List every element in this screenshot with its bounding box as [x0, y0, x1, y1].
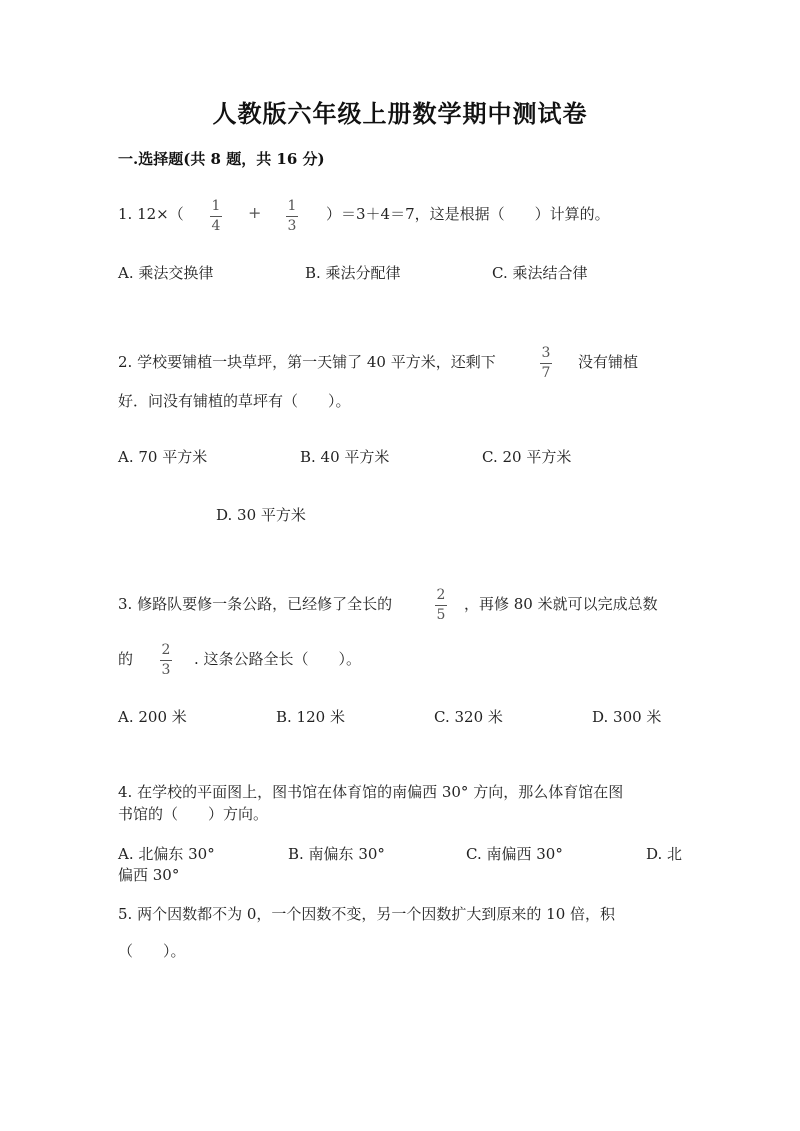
q1-prefix: 1. 12×（: [118, 205, 184, 223]
q3-line1: 3. 修路队要修一条公路，已经修了全长的: [118, 595, 393, 613]
fraction-bar: [540, 363, 552, 364]
q4-option-d-wrap[interactable]: 偏西 30°: [118, 866, 180, 884]
q1-frac2-den: 3: [287, 218, 297, 234]
q2-frac-num: 3: [541, 345, 551, 361]
q1-fraction-2: [284, 199, 300, 235]
q3-line2-head: 的: [118, 650, 134, 668]
q2-line2: 好．问没有铺植的草坪有（ ）。: [118, 392, 351, 410]
q2-line1-tail: 没有铺植: [578, 353, 639, 371]
fraction-bar: [286, 216, 298, 217]
q2-option-a[interactable]: A. 70 平方米: [118, 448, 208, 466]
q1-option-b[interactable]: B. 乘法分配律: [305, 264, 401, 282]
q4-option-b[interactable]: B. 南偏东 30°: [288, 845, 385, 863]
q4-option-d[interactable]: D. 北: [646, 845, 683, 863]
q2-line1: 2. 学校要铺植一块草坪，第一天铺了 40 平方米，还剩下: [118, 353, 496, 371]
fraction-bar: [435, 605, 447, 606]
q2-option-d[interactable]: D. 30 平方米: [216, 506, 306, 524]
q2-fraction: [538, 346, 554, 382]
q1-suffix: ）＝3＋4＝7，这是根据（ ）计算的。: [326, 205, 610, 223]
q4-option-c[interactable]: C. 南偏西 30°: [466, 845, 563, 863]
q3-option-c[interactable]: C. 320 米: [434, 708, 503, 726]
q2-option-c[interactable]: C. 20 平方米: [482, 448, 572, 466]
q3-frac1-den: 5: [436, 607, 446, 623]
q3-option-d[interactable]: D. 300 米: [592, 708, 662, 726]
q1-fraction-1: [208, 199, 224, 235]
q4-line1: 4. 在学校的平面图上，图书馆在体育馆的南偏西 30° 方向，那么体育馆在图: [118, 783, 624, 801]
page-title: 人教版六年级上册数学期中测试卷: [212, 99, 588, 128]
q3-option-a[interactable]: A. 200 米: [118, 708, 187, 726]
q3-fraction-2: [158, 643, 174, 679]
q1-plus: +: [248, 203, 262, 222]
q1-frac1-num: 1: [211, 198, 221, 214]
q3-line2-tail: . 这条公路全长（ ）。: [194, 650, 362, 668]
q5-line2: （ ）。: [118, 942, 186, 960]
q3-frac2-den: 3: [161, 662, 171, 678]
q4-line2: 书馆的（ ）方向。: [118, 805, 269, 823]
q3-frac1-num: 2: [436, 587, 446, 603]
q3-fraction-1: [433, 588, 449, 624]
fraction-bar: [160, 660, 172, 661]
q2-option-b[interactable]: B. 40 平方米: [300, 448, 390, 466]
q4-option-a[interactable]: A. 北偏东 30°: [118, 845, 215, 863]
q5-line1: 5. 两个因数都不为 0，一个因数不变，另一个因数扩大到原来的 10 倍，积: [118, 905, 616, 923]
q1-frac2-num: 1: [287, 198, 297, 214]
q2-frac-den: 7: [541, 365, 551, 381]
q1-option-a[interactable]: A. 乘法交换律: [118, 264, 214, 282]
section-heading: 一.选择题(共 8 题，共 16 分): [118, 150, 325, 168]
fraction-bar: [210, 216, 222, 217]
q1-option-c[interactable]: C. 乘法结合律: [492, 264, 588, 282]
q1-frac1-den: 4: [211, 218, 221, 234]
q3-option-b[interactable]: B. 120 米: [276, 708, 345, 726]
q3-frac2-num: 2: [161, 642, 171, 658]
q3-line1-tail: ，再修 80 米就可以完成总数: [464, 595, 658, 613]
